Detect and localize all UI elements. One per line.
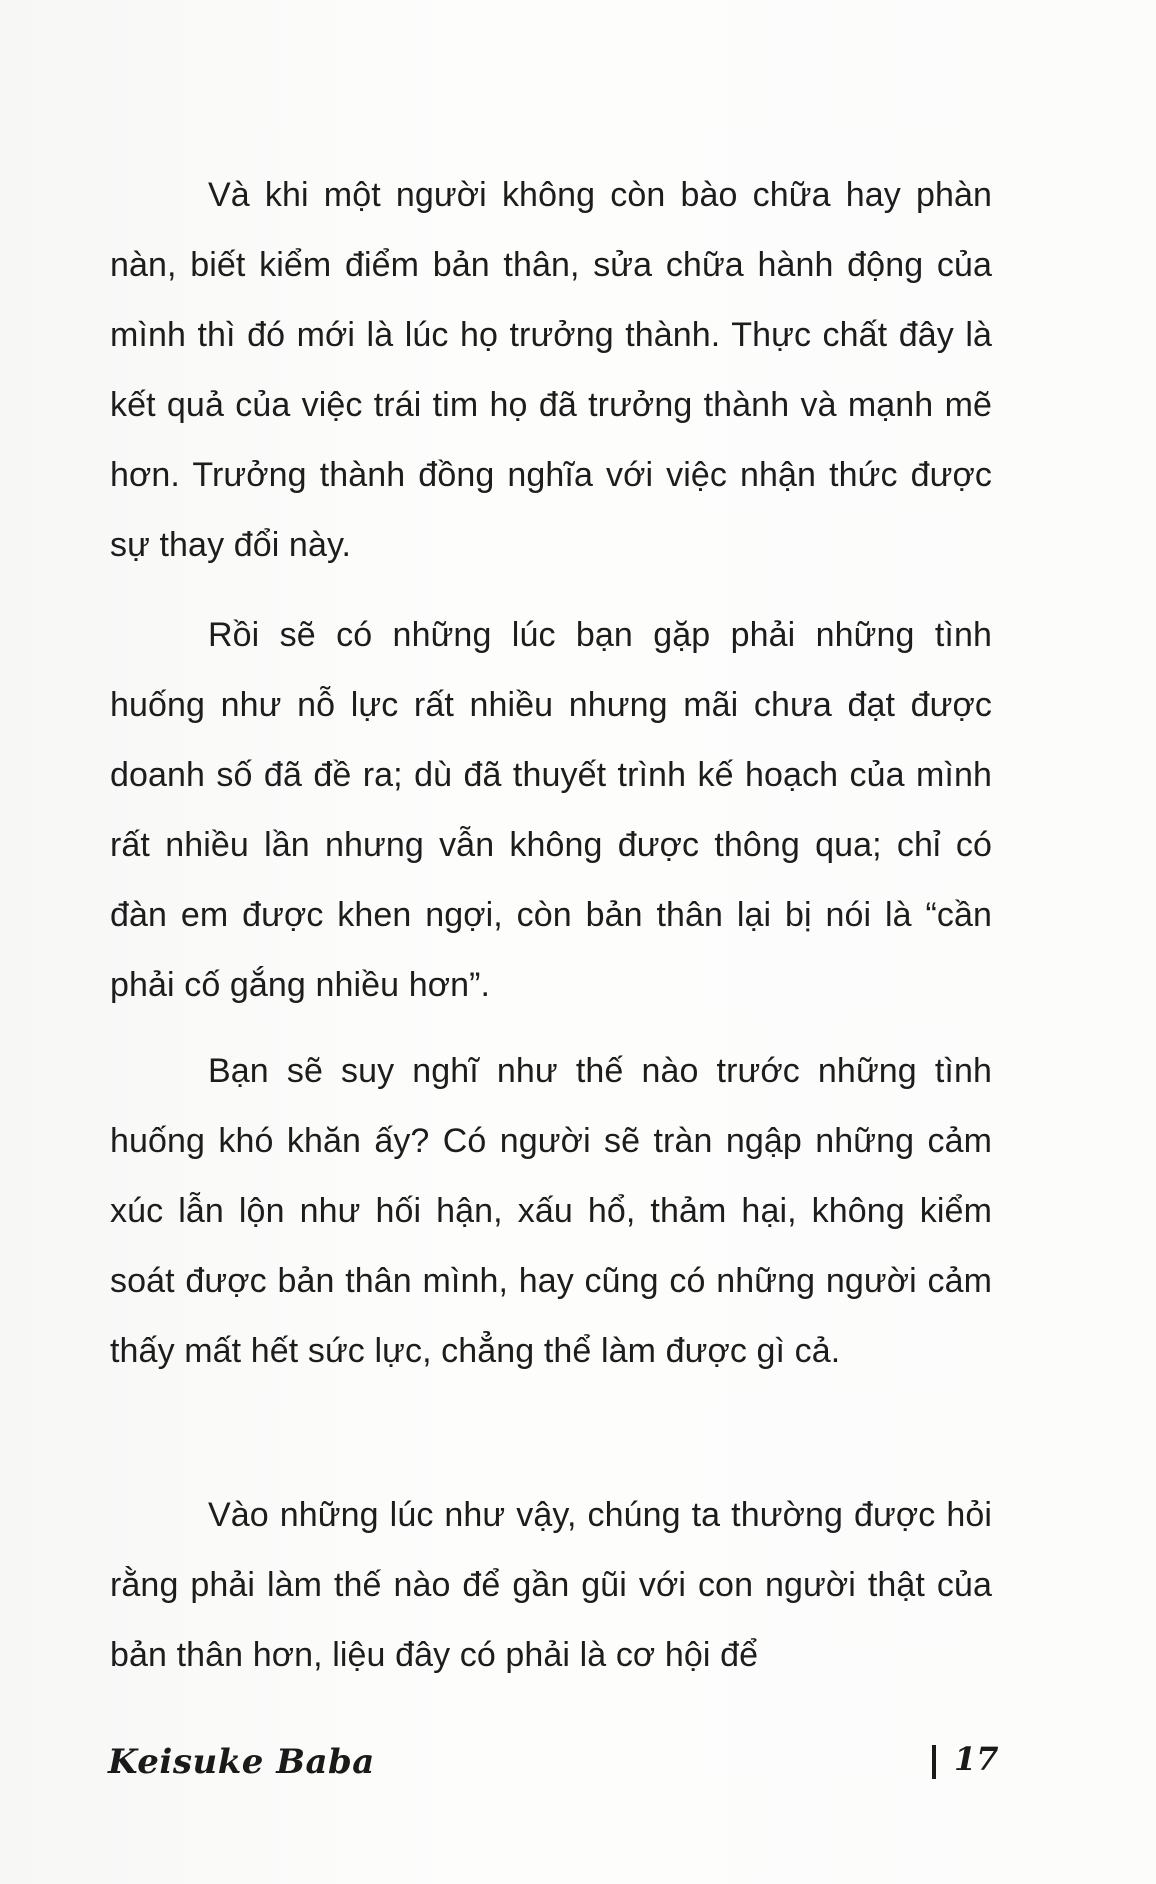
paragraph-text: Bạn sẽ suy nghĩ như thế nào trước những tình huống khó khăn ấy? Có người sẽ tràn ngập những cảm xúc lẫn lộn như hối hận, xấu hổ, thảm hại, không kiểm soát được bản thân mình, hay cũng có những người cảm thấy mất hết sức lực, chẳng thể làm được gì cả.: [110, 1052, 992, 1370]
paragraph-text: Vào những lúc như vậy, chúng ta thường được hỏi rằng phải làm thế nào để gần gũi với con người thật của bản thân hơn, liệu đây có phải là cơ hội để: [110, 1496, 992, 1674]
paragraph-4: [110, 1480, 992, 1690]
footer-author: Keisuke Baba: [108, 1742, 375, 1782]
paragraph-text: Rồi sẽ có những lúc bạn gặp phải những tình huống như nỗ lực rất nhiều nhưng mãi chưa đạt được doanh số đã đề ra; dù đã thuyết trình kế hoạch của mình rất nhiều lần nhưng vẫn không được thông qua; chỉ có đàn em được khen ngợi, còn bản thân lại bị nói là “cần phải cố gắng nhiều hơn”.: [110, 616, 992, 1004]
footer-divider: [932, 1745, 936, 1779]
paragraph-3: [110, 1036, 992, 1386]
page-number: 17: [954, 1740, 999, 1778]
paragraph-1: [110, 160, 992, 580]
paragraph-text: Và khi một người không còn bào chữa hay phàn nàn, biết kiểm điểm bản thân, sửa chữa hành động của mình thì đó mới là lúc họ trưởng thành. Thực chất đây là kết quả của việc trái tim họ đã trưởng thành và mạnh mẽ hơn. Trưởng thành đồng nghĩa với việc nhận thức được sự thay đổi này.: [110, 176, 992, 564]
paragraph-2: [110, 600, 992, 1020]
